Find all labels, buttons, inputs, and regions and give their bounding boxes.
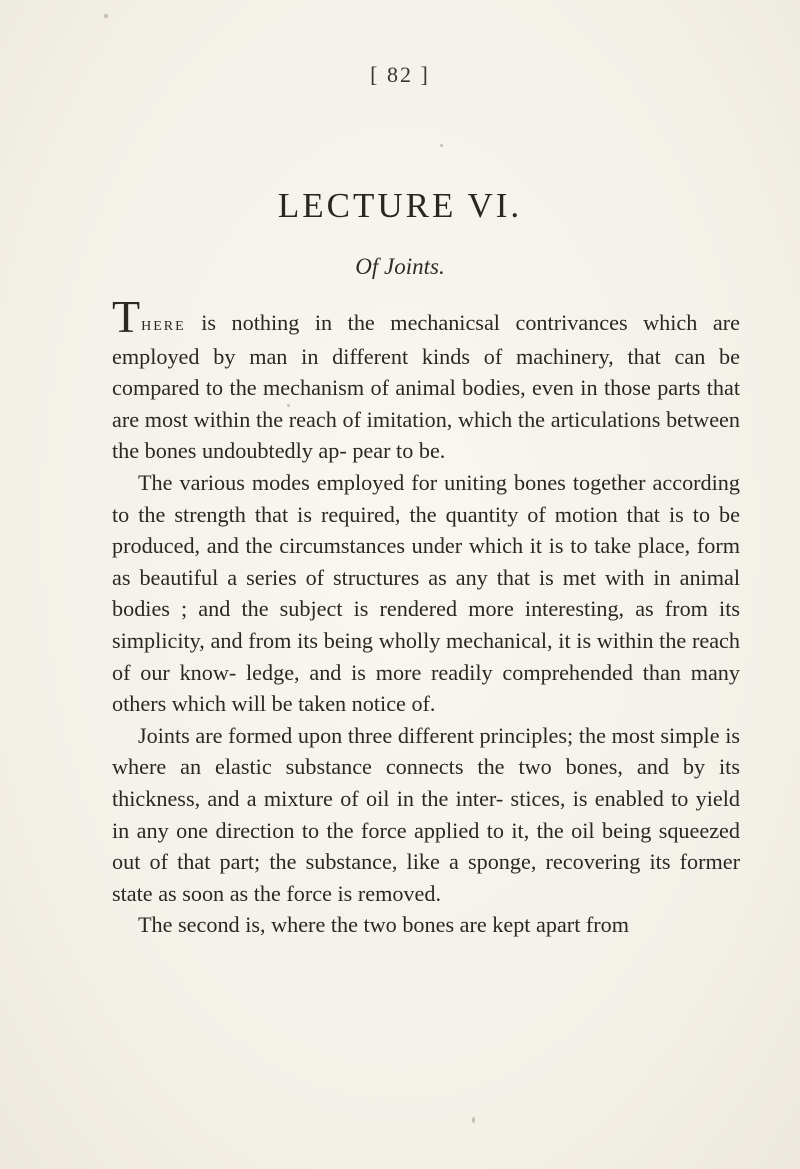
section-subtitle: Of Joints.	[355, 254, 445, 279]
lecture-title: LECTURE VI.	[277, 186, 523, 225]
paper-speck	[104, 14, 108, 18]
paper-speck	[287, 404, 290, 407]
paper-speck	[472, 1117, 475, 1123]
drop-cap: T	[112, 291, 141, 342]
paragraph-2: The various modes employed for uniting bones together according to the strength that is required, the quantity of motion that is to be produced, and the circumstances under which it is to take place, form as beautiful a series of structures as any that is met with in animal bodies ; and the subject is rendered more interesting, as from its simplicity, and from its being wholly mechanical, it is within the reach of our know- ledge, and is more readily comprehended than many others which will be taken notice of.	[112, 469, 740, 717]
body-text	[112, 291, 740, 941]
paragraph-1	[112, 291, 740, 467]
paragraph-4: The second is, where the two bones are kept apart from	[138, 912, 630, 938]
opening-rest: is nothing in the mechanicsal contrivances which are employed by man in different kinds of machinery, that can be compared to the mechanism of animal bodies, even in those parts that are most within the reach of imitation, which the articulations between the bones undoubtedly ap- pear to be.	[112, 310, 740, 464]
page-number: [ 82 ]	[370, 62, 430, 87]
paper-speck	[440, 144, 443, 147]
opening-smallcaps: here	[141, 313, 186, 335]
paragraph-3: Joints are formed upon three different principles; the most simple is where an elastic substance connects the two bones, and by its thickness, and a mixture of oil in the inter- stices, is enabled to yield in any one direction to the force applied to it, the oil being squeezed out of that part; the substance, like a sponge, recovering its former state as soon as the force is removed.	[112, 722, 740, 906]
